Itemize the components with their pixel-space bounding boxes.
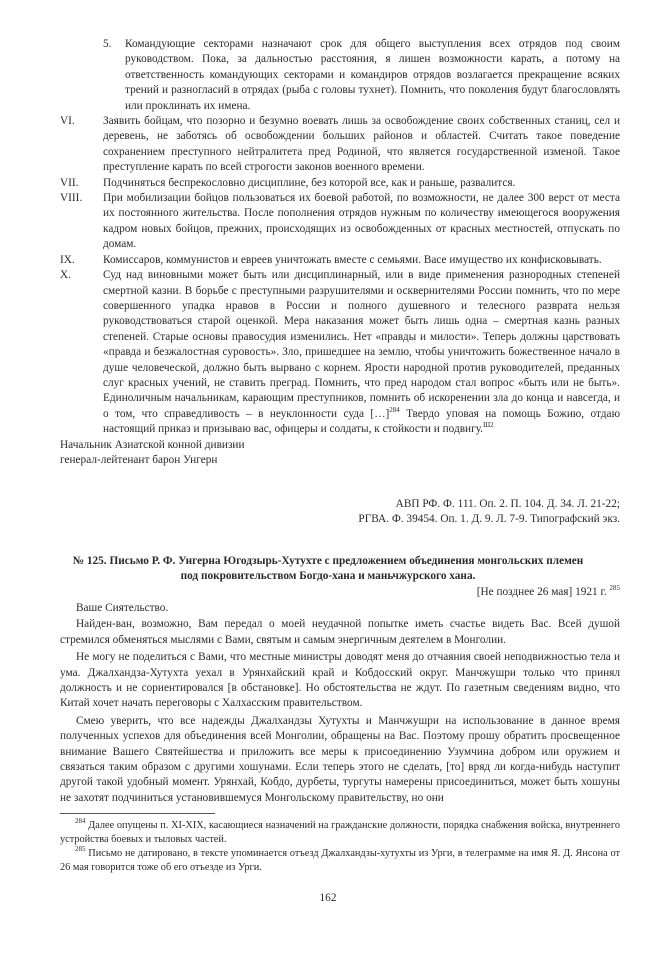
footnote-text: Письмо не датировано, в тексте упоминается отъезд Джалхандзы-хутухты из Урги, в телеграмме на имя Я. Д. Янсона от 26 мая говорится тоже об его отъезде из Урги. — [60, 848, 620, 873]
document-title — [40, 554, 616, 585]
clause-text — [103, 268, 620, 437]
clause-vi — [60, 114, 620, 176]
clause-text: Заявить бойцам, что позорно и безумно воевать лишь за освобождение своих собственных станиц, сел и деревень, не заботясь об освобождении больших районов и областей. Считать такое поведение сохранением преступного нейтралитета пред Родиной, что является государственной изменой. Такое преступление карать по всей строгости законов военного времени. — [103, 115, 620, 174]
footnote-ref[interactable]: 285 — [609, 584, 620, 592]
clause-text: При мобилизации бойцов пользоваться их боевой работой, по возможности, не далее 300 верст от места их постоянного жительства. После пополнения отрядов нужным по количеству имеющегося вооружения кадром новых бойцов, прежних, происходящих из освобожденных от красных местностей, отпускать по домам. — [103, 192, 620, 251]
clause-vii — [60, 176, 620, 191]
clause-text: Комиссаров, коммунистов и евреев уничтожать вместе с семьями. Васе имущество их конфисковывать. — [103, 253, 602, 266]
archive-line-1: АВП РФ. Ф. 111. Оп. 2. П. 104. Д. 34. Л. 21-22; — [395, 498, 620, 510]
clause-text: Командующие секторами назначают срок для общего выступления всех отрядов под своим руководством. Пока, за дальностью расстояния, я лишен возможности карать, а потому на ответственность командующих секторами и командиров отрядов возлагается прекращение всяких трений и разногласий в отрядах (рыба с головы тухнет). Помнить, что поколения будут благословлять или проклинать их имена. — [125, 38, 620, 112]
document-title-line-2: под покровительством Богдо-хана и маньчжурского хана. — [180, 570, 476, 583]
document-date — [477, 585, 620, 600]
document-title-line-1: № 125. Письмо Р. Ф. Унгерна Югодзырь-Хутухте с предложением объединения монгольских племен — [72, 555, 584, 567]
signature-position: Начальник Азиатской конной дивизии — [60, 438, 245, 451]
clause-number: IX. — [60, 253, 75, 266]
archive-line-2: РГВА. Ф. 39454. Оп. 1. Д. 9. Л. 7-9. Типографский экз. — [358, 513, 620, 526]
archive-reference — [358, 497, 620, 528]
clause-viii — [60, 191, 620, 253]
footnotes — [60, 819, 620, 875]
clause-text: Подчиняться беспрекословно дисциплине, без которой все, как и раньше, развалится. — [103, 176, 516, 189]
footnote-separator — [60, 813, 215, 814]
clause-number: VI. — [60, 115, 75, 128]
footnote-number: 284 — [75, 817, 86, 825]
footnote-ref[interactable]: 284 — [389, 405, 400, 414]
letter-paragraph: Смею уверить, что все надежды Джалхандзы Хутухты и Манчжушри на использование в данное время полученных успехов для объединения всей Монголии, обращены на Вас. Поэтому прошу обратить просвещенное внимание Вашего Святейшества и приложить все меры к присоединению Узумчина добром или оружием и связаться таким образом с другими хошунами. Если теперь этого не сделать, [то] вряд ли когда-нибудь наступит другой такой удобный момент. Урянхай, Кобдо, дурбеты, тургуты намерены присоединиться, может быть хошуны не захотят подчиниться установившемуся Монгольскому правительству, но они — [60, 714, 620, 804]
clause-number: VIII. — [60, 192, 83, 205]
clause-number: X. — [60, 269, 71, 282]
clause-number: 5. — [103, 38, 112, 50]
clause-5 — [60, 37, 620, 114]
date-text: [Не позднее 26 мая] 1921 г. — [476, 586, 607, 598]
footnote-text: Далее опущены п. XI-XIX, касающиеся назначений на гражданские должности, порядка снабжения войска, внутреннего устройства боевых и тыловых частей. — [60, 820, 620, 845]
signature-name: генерал-лейтенант барон Унгерн — [60, 453, 218, 466]
letter-paragraph: Не могу не поделиться с Вами, что местные министры доводят меня до отчаяния своей неподвижностью тела и ума. Джалхандза-Хутухта уехал в Урянхайский край и Кобдосский округ. Манчжушри только что принял должность и не сориентировался [в обстановке]. Но обстоятельства не ждут. По газетным сведениям видно, что Китай хочет начать переговоры с Халхасским правительством. — [60, 651, 620, 710]
order-clauses — [60, 37, 620, 468]
letter-body — [60, 601, 620, 808]
page-marker: Ш2 — [483, 421, 494, 430]
letter-salutation: Ваше Сиятельство. — [76, 602, 169, 614]
clause-text-part-b: Твердо уповая на помощь Божию, отдаю настоящий приказ и призываю вас, офицеры и солдаты, к стойкости и подвигу. — [103, 407, 621, 436]
clause-ix — [60, 253, 620, 268]
signature-block — [60, 438, 620, 469]
clause-text-part-a: Суд над виновными может быть или дисциплинарный, или в виде применения разнородных степеней смертной казни. В борьбе с преступными разрушителями и осквернителями России помнить, что по мере совершенного упадка нравов в России и полного душевного и телесного разврата нельзя руководствоваться старой оценкой. Мера наказания может быть лишь одна – смертная казнь разных степеней. Старые основы правосудия изменились. Нет «правды и милости». Теперь должны царствовать «правда и безжалостная суровость». Зло, пришедшее на землю, чтобы уничтожить божественное начало в душе человеческой, должно быть вырвано с корнем. Ярости народной против руководителей, преданных слуг красных учений, не ставить преград. Помнить, что пред народом стал вопрос «быть или не быть». Единоличным начальникам, карающим преступников, помнить об искоренении зла до конца и навсегда, и о том, что справедливость – в неуклонности суда […] — [103, 269, 620, 420]
letter-paragraph: Найден-ван, возможно, Вам передал о моей неудачной попытке иметь счастье видеть Вас. Всей душой стремился обменяться мыслями с Вами, святым и самым энергичным деятелем в Монголии. — [60, 618, 620, 646]
footnote-284 — [60, 819, 620, 846]
clause-x — [60, 268, 620, 437]
footnote-number: 285 — [75, 845, 86, 854]
footnote-285 — [60, 847, 620, 874]
clause-number: VII. — [60, 176, 79, 189]
page-number: 162 — [319, 892, 337, 904]
